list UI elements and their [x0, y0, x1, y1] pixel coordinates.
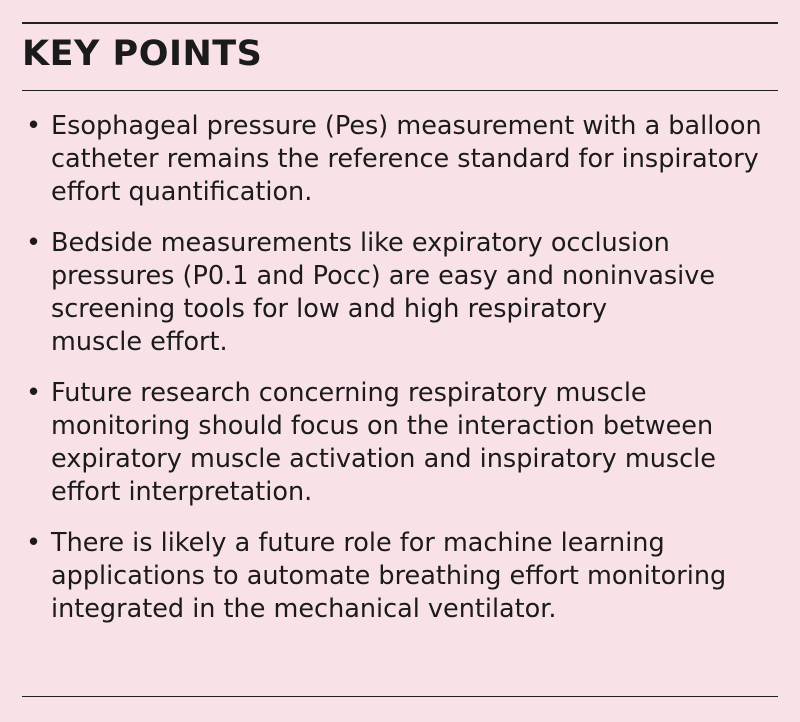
bullet-icon: •	[26, 528, 42, 558]
title-underline	[22, 90, 778, 91]
key-point-2-line-3: screening tools for low and high respiratory	[51, 294, 608, 324]
key-point-3-line-4: effort interpretation.	[51, 477, 313, 507]
key-point-1	[26, 110, 778, 209]
key-point-4-line-2: applications to automate breathing effort monitoring	[51, 561, 727, 591]
top-rule	[22, 22, 778, 24]
key-point-1-line-3: effort quantification.	[51, 177, 313, 207]
key-point-3	[26, 377, 778, 509]
key-point-3-line-1: Future research concerning respiratory muscle	[51, 378, 647, 408]
key-point-4-line-3: integrated in the mechanical ventilator.	[51, 594, 557, 624]
key-point-2	[26, 227, 778, 359]
key-points-list	[26, 110, 778, 644]
bullet-icon: •	[26, 111, 42, 141]
key-point-1-line-1: Esophageal pressure (Pes) measurement with a balloon	[51, 111, 762, 141]
key-point-3-line-2: monitoring should focus on the interaction between	[51, 411, 714, 441]
key-point-4-line-1: There is likely a future role for machine learning	[51, 528, 665, 558]
key-point-2-line-2: pressures (P0.1 and Pocc) are easy and noninvasive	[51, 261, 716, 291]
key-point-2-line-1: Bedside measurements like expiratory occlusion	[51, 228, 670, 258]
key-point-2-line-4: muscle effort.	[51, 327, 228, 357]
bottom-rule	[22, 696, 778, 697]
key-point-4	[26, 527, 778, 626]
key-point-1-line-2: catheter remains the reference standard for inspiratory	[51, 144, 759, 174]
key-points-title: KEY POINTS	[22, 34, 263, 74]
bullet-icon: •	[26, 228, 42, 258]
key-point-3-line-3: expiratory muscle activation and inspiratory muscle	[51, 444, 716, 474]
bullet-icon: •	[26, 378, 42, 408]
